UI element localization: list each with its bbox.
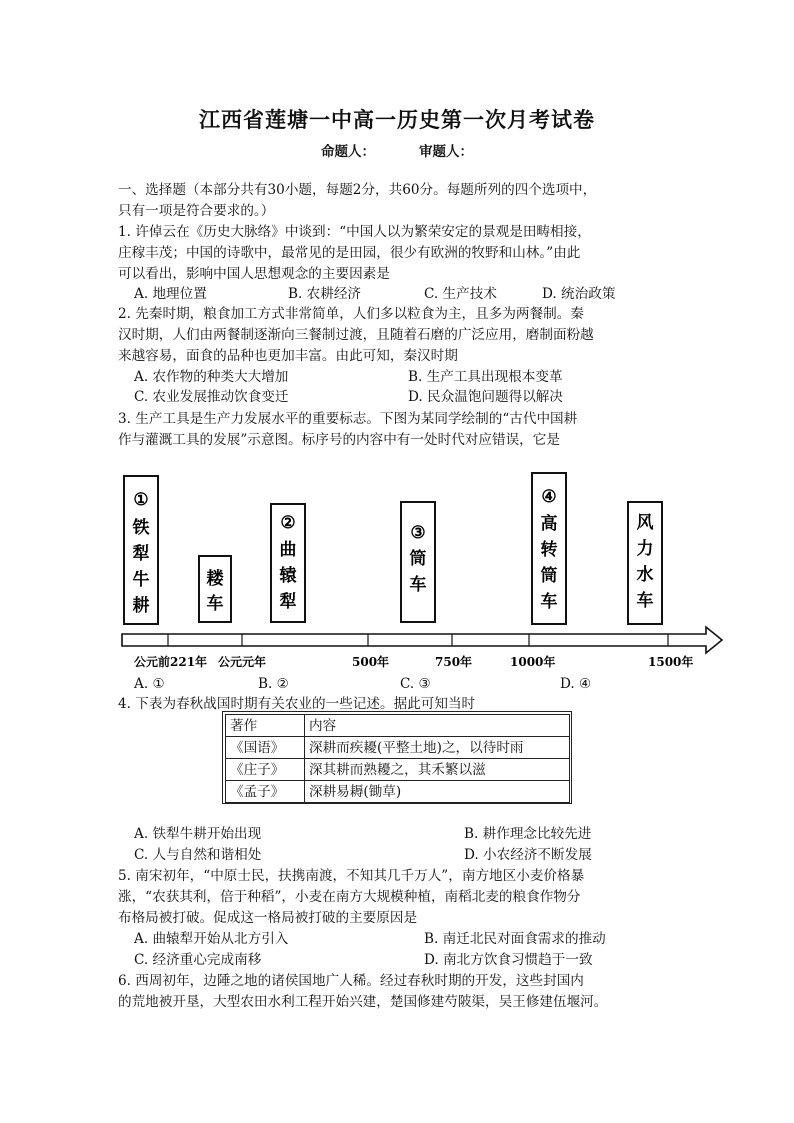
timeline-axis-arrow [122, 627, 722, 653]
table-cell: 深其耕而熟耰之，其禾繁以滋 [305, 759, 570, 781]
q2-option-d[interactable]: D. 民众温饱问题得以解决 [408, 389, 563, 405]
timeline-box-char: 铁 [132, 518, 150, 538]
tool-timeline-diagram [118, 466, 724, 676]
q3-option-b[interactable]: B. ② [258, 676, 289, 692]
timeline-box-3 [271, 504, 305, 622]
q5-stem-line: 涨，“农获其利，倍于种稻”，小麦在南方大规模种植，南稻北麦的粮食作物分 [118, 889, 581, 905]
q4-stem-line: 4. 下表为春秋战国时期有关农业的一些记述。据此可知当时 [118, 696, 476, 712]
q5-stem-line: 5. 南宋初年，“中原士民，扶携南渡，不知其几千万人”，南方地区小麦价格暴 [118, 868, 585, 884]
timeline-box-number: ① [133, 490, 149, 510]
q6-stem-line: 的荒地被开垦，大型农田水利工程开始兴建，楚国修建芍陂渠，吴王修建伍堰河。 [118, 994, 608, 1010]
table-header-cell: 内容 [305, 715, 570, 737]
q3-stem-line: 作与灌溉工具的发展”示意图。标序号的内容中有一处时代对应错误，它是 [118, 432, 560, 448]
q2-stem-line: 汉时期，人们由两餐制逐渐向三餐制过渡，且随着石磨的广泛应用，磨制面粉越 [118, 327, 594, 343]
section-instruction-line: 一、选择题（本部分共有30小题，每题2分，共60分。每题所列的四个选项中， [118, 182, 597, 198]
q5-stem-line: 布格局被打破。促成这一格局被打破的主要原因是 [118, 910, 418, 926]
timeline-box-1 [124, 476, 158, 624]
timeline-box-char: 耧 [206, 569, 224, 589]
timeline-label: 1000年 [510, 655, 556, 669]
q1-stem-line: 庄稼丰茂；中国的诗歌中，最常见的是田园，很少有欧洲的牧野和山林。”由此 [118, 245, 581, 261]
q4-option-b[interactable]: B. 耕作理念比较先进 [464, 826, 592, 842]
timeline-box-5 [532, 473, 566, 624]
timeline-box-char: 高 [540, 514, 558, 534]
table-cell: 深耕易耨(锄草) [305, 781, 570, 803]
q1-option-a[interactable]: A. 地理位置 [134, 286, 207, 302]
subtitle [0, 140, 794, 160]
timeline-box-char: 筒 [409, 549, 427, 569]
timeline-box-2 [199, 556, 231, 622]
timeline-box-char: 曲 [279, 540, 297, 560]
q3-option-a[interactable]: A. ① [134, 676, 165, 692]
table-header-row [226, 715, 570, 737]
timeline-box-char: 犁 [132, 544, 150, 564]
timeline-label: 1500年 [648, 655, 694, 669]
q4-option-d[interactable]: D. 小农经济不断发展 [464, 847, 592, 863]
timeline-box-char: 风 [636, 513, 654, 533]
table-header-cell: 著作 [226, 715, 305, 737]
table-cell: 《庄子》 [226, 759, 305, 781]
timeline-box-number: ② [280, 513, 296, 533]
table-cell: 《孟子》 [226, 781, 305, 803]
author-label: 命题人： [321, 144, 375, 160]
q2-option-b[interactable]: B. 生产工具出现根本变革 [408, 369, 563, 385]
timeline-box-char: 车 [409, 575, 427, 595]
q2-stem-line: 2. 先秦时期，粮食加工方式非常简单，人们多以粒食为主，且多为两餐制。秦 [118, 306, 584, 322]
timeline-box-number: ③ [410, 523, 426, 543]
timeline-box-char: 辕 [279, 566, 297, 586]
timeline-label: 公元元年 [218, 655, 267, 669]
timeline-box-char: 转 [540, 540, 558, 560]
table-row [226, 759, 570, 781]
q5-option-d[interactable]: D. 南北方饮食习惯趋于一致 [424, 952, 593, 968]
timeline-box-char: 车 [540, 592, 558, 612]
reviewer-label: 审题人： [419, 144, 473, 160]
q3-stem-line: 3. 生产工具是生产力发展水平的重要标志。下图为某同学绘制的“古代中国耕 [118, 411, 578, 427]
q5-option-c[interactable]: C. 经济重心完成南移 [134, 952, 262, 968]
timeline-label: 500年 [352, 655, 390, 669]
exam-title: 江西省莲塘一中高一历史第一次月考试卷 [199, 107, 595, 132]
q3-option-d[interactable]: D. ④ [560, 676, 592, 692]
timeline-box-4 [401, 502, 435, 622]
q1-stem-line: 可以看出，影响中国人思想观念的主要因素是 [118, 266, 390, 282]
timeline-box-char: 耕 [132, 596, 150, 616]
timeline-box-char: 车 [206, 594, 224, 614]
timeline-label: 公元前221年 [134, 655, 208, 669]
q5-option-a[interactable]: A. 曲辕犁开始从北方引入 [134, 931, 289, 947]
q3-option-c[interactable]: C. ③ [400, 676, 431, 692]
q4-option-c[interactable]: C. 人与自然和谐相处 [134, 847, 262, 863]
timeline-box-6 [628, 502, 662, 624]
q5-option-b[interactable]: B. 南迁北民对面食需求的推动 [424, 931, 606, 947]
section-instruction-line: 只有一项是符合要求的。） [118, 203, 275, 219]
table-row [226, 737, 570, 759]
timeline-box-char: 车 [636, 591, 654, 611]
q1-stem-line: 1. 许倬云在《历史大脉络》中谈到：“中国人以为繁荣安定的景观是田畴相接， [118, 224, 591, 240]
timeline-label: 750年 [435, 655, 473, 669]
q2-stem-line: 来越容易，面食的品种也更加丰富。由此可知，秦汉时期 [118, 348, 458, 364]
timeline-box-char: 力 [636, 539, 654, 559]
timeline-box-char: 犁 [279, 592, 297, 612]
timeline-box-char: 牛 [132, 570, 150, 590]
q2-option-c[interactable]: C. 农业发展推动饮食变迁 [134, 389, 289, 405]
q1-option-c[interactable]: C. 生产技术 [424, 286, 497, 302]
q1-option-b[interactable]: B. 农耕经济 [288, 286, 362, 302]
q1-option-d[interactable]: D. 统治政策 [542, 286, 616, 302]
timeline-box-number: ④ [541, 487, 557, 507]
timeline-box-char: 水 [636, 565, 654, 585]
table-cell: 深耕而疾耰(平整土地)之，以待时雨 [305, 737, 570, 759]
timeline-box-char: 筒 [540, 566, 558, 586]
q2-option-a[interactable]: A. 农作物的种类大大增加 [134, 369, 289, 385]
q6-stem-line: 6. 西周初年，边陲之地的诸侯国地广人稀。经过春秋时期的开发，这些封国内 [118, 973, 584, 989]
q4-option-a[interactable]: A. 铁犁牛耕开始出现 [134, 826, 262, 842]
table-cell: 《国语》 [226, 737, 305, 759]
table-row [226, 781, 570, 803]
q4-table [225, 714, 570, 803]
